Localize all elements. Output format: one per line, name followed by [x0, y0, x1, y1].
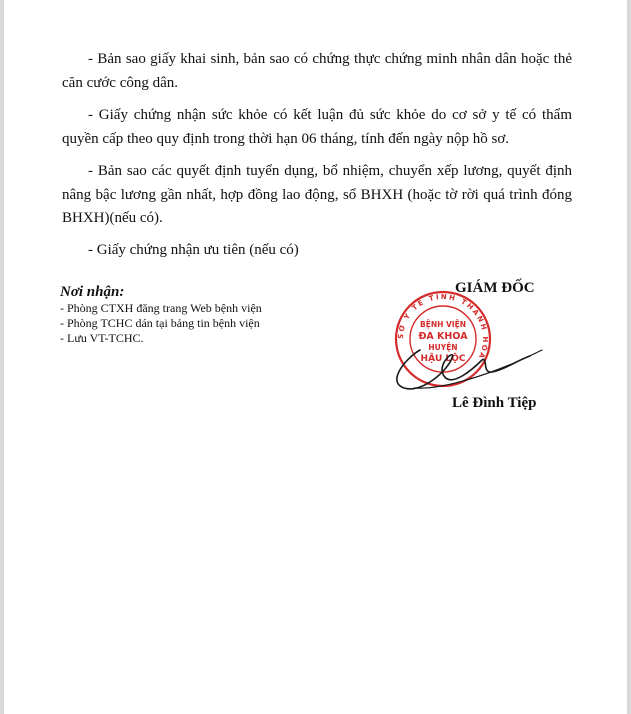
recipient-item: - Phòng TCHC dán tại bảng tin bệnh viện — [60, 316, 260, 330]
signer-name: Lê Đình Tiệp — [452, 395, 537, 411]
paragraph-priority-certificate: - Giấy chứng nhận ưu tiên (nếu có) — [88, 242, 299, 258]
recipient-item: - Lưu VT-TCHC. — [60, 331, 144, 345]
paragraph-birth-certificate: - Bản sao giấy khai sinh, bản sao có chứng thực chứng minh nhân dân hoặc thẻ căn cước công dân. — [62, 51, 572, 91]
recipients-block — [60, 283, 262, 346]
handwritten-signature — [370, 330, 550, 400]
recipient-item: - Phòng CTXH đăng trang Web bệnh viện — [60, 301, 262, 315]
paragraph-decisions-copies: - Bản sao các quyết định tuyển dụng, bổ nhiệm, chuyển xếp lương, quyết định nâng bậc lương gần nhất, hợp đồng lao động, sổ BHXH (hoặc tờ rời quá trình đóng BHXH)(nếu có). — [62, 163, 572, 226]
scan-edge-right — [627, 0, 631, 714]
stamp-line4: HẬU LỘC — [420, 354, 466, 364]
signature-title: GIÁM ĐỐC — [455, 280, 535, 296]
stamp-outer-text: SỞ Y TẾ TỈNH THANH HÓA — [396, 292, 490, 362]
paragraph-health-certificate: - Giấy chứng nhận sức khỏe có kết luận đủ sức khỏe do cơ sở y tế có thẩm quyền cấp theo quy định trong thời hạn 06 tháng, tính đến ngày nộp hồ sơ. — [62, 107, 572, 147]
scan-edge-left — [0, 0, 4, 714]
stamp-line1: BỆNH VIỆN — [420, 320, 466, 329]
stamp-line2: ĐA KHOA — [418, 331, 468, 342]
stamp-line3: HUYỆN — [428, 343, 458, 352]
recipients-title: Nơi nhận: — [60, 284, 125, 300]
